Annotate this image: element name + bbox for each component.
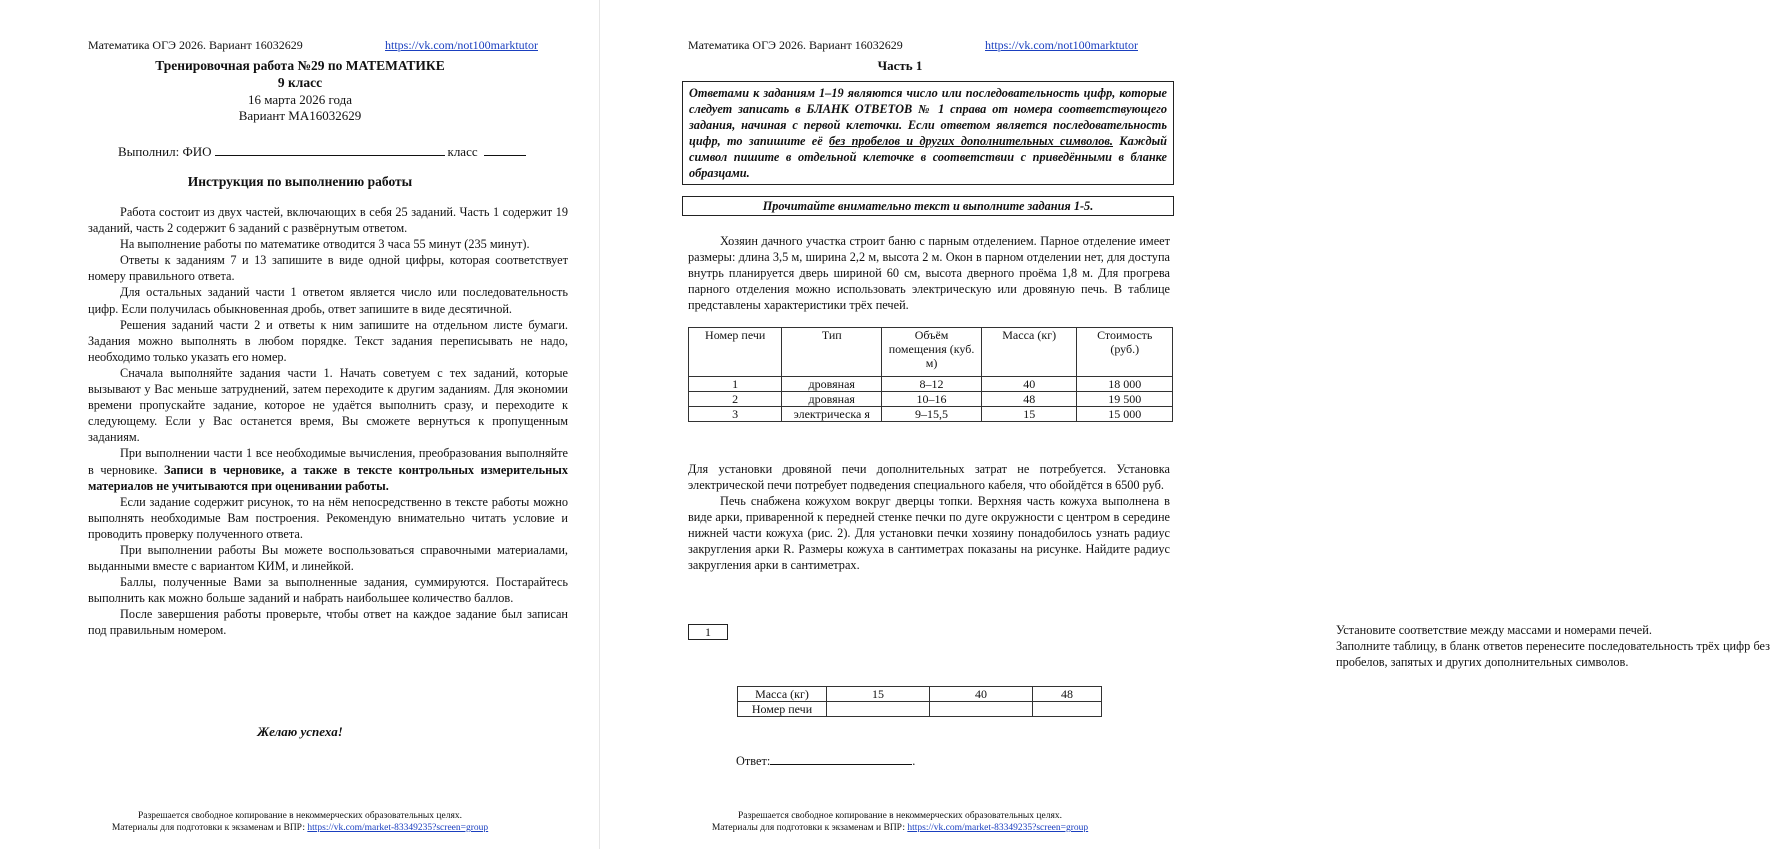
instruction-paragraph: На выполнение работы по математике отводится 3 часа 55 минут (235 минут). xyxy=(120,237,530,252)
table-cell: 3 xyxy=(689,407,782,422)
header-link xyxy=(385,38,538,53)
table-row xyxy=(689,392,1173,407)
answer-cell[interactable] xyxy=(930,702,1033,717)
table-cell: 1 xyxy=(689,377,782,392)
footer-text: Материалы для подготовки к экзаменам и ВПР: xyxy=(111,823,308,833)
instruction-paragraph: Для остальных заданий части 1 ответом является число или последовательность цифр. Если получилась обыкновенная дробь, ответ запишите в виде десятичной. xyxy=(88,285,568,316)
answer-rules-box xyxy=(682,81,1174,185)
col-header: Масса (кг) xyxy=(981,328,1077,377)
stoves-table xyxy=(688,327,1173,422)
instruction-paragraph xyxy=(88,445,568,493)
footer-line-2 xyxy=(600,822,1200,834)
instruction-paragraph: Работа состоит из двух частей, включающих в себя 25 заданий. Часть 1 содержит 19 заданий, часть 2 содержит 6 заданий с развёрнутым ответом. xyxy=(88,205,568,236)
table-cell: 48 xyxy=(981,392,1077,407)
table-cell: 40 xyxy=(981,377,1077,392)
problem-details xyxy=(688,461,1170,573)
wish-text: Желаю успеха! xyxy=(257,724,343,739)
part-title: Часть 1 xyxy=(877,58,923,73)
instruction-paragraph: Ответы к заданиям 7 и 13 запишите в виде одной цифры, которая соответствует номеру правильного ответа. xyxy=(88,253,568,284)
answer-line xyxy=(736,752,915,769)
footer-line-1: Разрешается свободное копирование в некоммерческих образовательных целях. xyxy=(138,811,462,821)
header-link xyxy=(985,38,1138,53)
vk-link[interactable]: https://vk.com/not100marktutor xyxy=(985,38,1138,52)
table-row xyxy=(689,407,1173,422)
table-cell: дровяная xyxy=(782,377,882,392)
details-paragraph: Для установки дровяной печи дополнительных затрат не потребуется. Установка электрической печи потребует подведения специального кабеля, что обойдётся в 6500 руб. xyxy=(688,462,1170,492)
fio-line xyxy=(118,143,529,160)
rules-text-underlined: без пробелов и других дополнительных символов. xyxy=(829,134,1113,148)
draft-note: При выполнении части 1 все необходимые вычисления, преобразования выполняйте в черновике. xyxy=(88,446,568,477)
fio-blank[interactable] xyxy=(215,143,445,156)
col-header: Тип xyxy=(782,328,882,377)
table-cell: 8–12 xyxy=(882,377,982,392)
instruction-paragraph: После завершения работы проверьте, чтобы ответ на каждое задание был записан под правильным номером. xyxy=(88,607,568,638)
instructions-title: Инструкция по выполнению работы xyxy=(187,174,413,189)
footer-line-1: Разрешается свободное копирование в некоммерческих образовательных целях. xyxy=(738,811,1062,821)
stove-number-label: Номер печи xyxy=(738,702,827,717)
answer-blank[interactable] xyxy=(770,752,912,765)
header-left-text: Математика ОГЭ 2026. Вариант 16032629 xyxy=(88,38,303,52)
table-cell: 9–15,5 xyxy=(882,407,982,422)
table-cell: дровяная xyxy=(782,392,882,407)
header-left-text: Математика ОГЭ 2026. Вариант 16032629 xyxy=(688,38,903,52)
mass-cell: 15 xyxy=(827,687,930,702)
answer-table xyxy=(737,686,1102,717)
vk-link[interactable]: https://vk.com/not100marktutor xyxy=(385,38,538,52)
task-text xyxy=(1336,622,1770,670)
fio-label: Выполнил: ФИО xyxy=(118,144,212,159)
class-blank[interactable] xyxy=(484,143,526,156)
table-header-row xyxy=(689,328,1173,377)
stove-number-row xyxy=(738,702,1102,717)
table-cell: 10–16 xyxy=(882,392,982,407)
class-label: класс xyxy=(447,144,478,159)
table-cell: 15 000 xyxy=(1077,407,1173,422)
table-row xyxy=(689,377,1173,392)
answer-cell[interactable] xyxy=(827,702,930,717)
task-line: Заполните таблицу, в бланк ответов перенесите последовательность трёх цифр без пробелов, запятых и других дополнительных символов. xyxy=(1336,639,1770,669)
answer-cell[interactable] xyxy=(1033,702,1102,717)
instruction-paragraph: Баллы, полученные Вами за выполненные задания, суммируются. Постарайтесь выполнить как можно больше заданий и набрать наибольшее количество баллов. xyxy=(88,575,568,606)
footer-link[interactable]: https://vk.com/market-83349235?screen=group xyxy=(307,823,489,833)
instruction-paragraph: При выполнении работы Вы можете воспользоваться справочными материалами, выданными вместе с вариантом КИМ, и линейкой. xyxy=(88,542,568,574)
answer-label: Ответ: xyxy=(736,754,771,768)
instruction-paragraph: Решения заданий части 2 и ответы к ним запишите на отдельном листе бумаги. Задания можно выполнять в любом порядке. Текст задания переписывать не надо, необходимо только указать его номер. xyxy=(88,317,568,364)
mass-cell: 40 xyxy=(930,687,1033,702)
details-paragraph: Печь снабжена кожухом вокруг дверцы топки. Верхняя часть кожуха выполнена в виде арки, приваренной к передней стенке печки по дуге окружности с центром в середине нижней части кожуха (рис. 2). Для установки печки хозяину понадобилось узнать радиус закругления арки R. Размеры кожуха в сантиметрах показаны на рисунке. Найдите радиус закругления арки в сантиметрах. xyxy=(688,494,1170,572)
col-header: Стоимость (руб.) xyxy=(1077,328,1173,377)
read-text-box: Прочитайте внимательно текст и выполните задания 1-5. xyxy=(682,196,1174,216)
table-cell: 15 xyxy=(981,407,1077,422)
rules-text-a: Ответами к заданиям 1–19 являются число или последовательность цифр, которые следует записать в БЛАНК ОТВЕТОВ № 1 справа от номера соответствующего задания, начиная с первой клеточки. Если ответом является последовательность цифр, то запишите её xyxy=(689,86,1167,148)
grade-label: 9 класс xyxy=(277,75,323,90)
intro-paragraph: Хозяин дачного участка строит баню с парным отделением. Парное отделение имеет размеры: длина 3,5 м, ширина 2,2 м, высота 2 м. Окон в парном отделении нет, для доступа внутрь планируется дверь шириной 60 см, высота дверного проёма 1,8 м. Для прогрева парного отделения можно использовать электрическую или дровяную печь. В таблице представлены характеристики трёх печей. xyxy=(688,234,1170,312)
mass-label: Масса (кг) xyxy=(738,687,827,702)
instruction-paragraph: Если задание содержит рисунок, то на нём непосредственно в тексте работы можно выполнять необходимые Вам построения. Рекомендую внимательно читать условие и проводить проверку полученного ответа. xyxy=(88,494,568,541)
col-header: Номер печи xyxy=(689,328,782,377)
instruction-paragraph: Сначала выполняйте задания части 1. Начать советуем с тех заданий, которые вызывают у Вас меньше затруднений, затем переходите к другим заданиям. Для экономии времени пропускайте задание, которое не удаётся выполнить сразу, и переходите к следующему. Если у Вас останется время, Вы сможете вернуться к пропущенным заданиям. xyxy=(88,365,568,445)
table-cell: электрическа я xyxy=(782,407,882,422)
instructions-body xyxy=(88,204,568,639)
table-cell: 2 xyxy=(689,392,782,407)
mass-row xyxy=(738,687,1102,702)
right-page xyxy=(600,0,1770,849)
footer-text: Материалы для подготовки к экзаменам и ВПР: xyxy=(711,823,908,833)
task-number-box: 1 xyxy=(688,624,728,640)
draft-warning: Записи в черновике, а также в тексте контрольных измерительных материалов не учитываются при оценивании работы. xyxy=(88,462,568,493)
footer-line-2 xyxy=(0,822,600,834)
answer-end: . xyxy=(912,754,916,768)
footer-link[interactable]: https://vk.com/market-83349235?screen=group xyxy=(907,823,1089,833)
col-header: Объём помещения (куб. м) xyxy=(882,328,982,377)
left-page xyxy=(0,0,600,849)
problem-intro xyxy=(688,233,1170,313)
table-cell: 19 500 xyxy=(1077,392,1173,407)
date-label: 16 марта 2026 года xyxy=(247,92,353,107)
task-line: Установите соответствие между массами и номерами печей. xyxy=(1336,623,1652,637)
work-title: Тренировочная работа №29 по МАТЕМАТИКЕ xyxy=(155,58,445,73)
variant-label: Вариант МА16032629 xyxy=(238,108,362,123)
mass-cell: 48 xyxy=(1033,687,1102,702)
table-cell: 18 000 xyxy=(1077,377,1173,392)
rules-text-b: Каждый символ пишите в отдельной клеточке в соответствии с приведёнными в бланке образцами. xyxy=(689,134,1167,180)
